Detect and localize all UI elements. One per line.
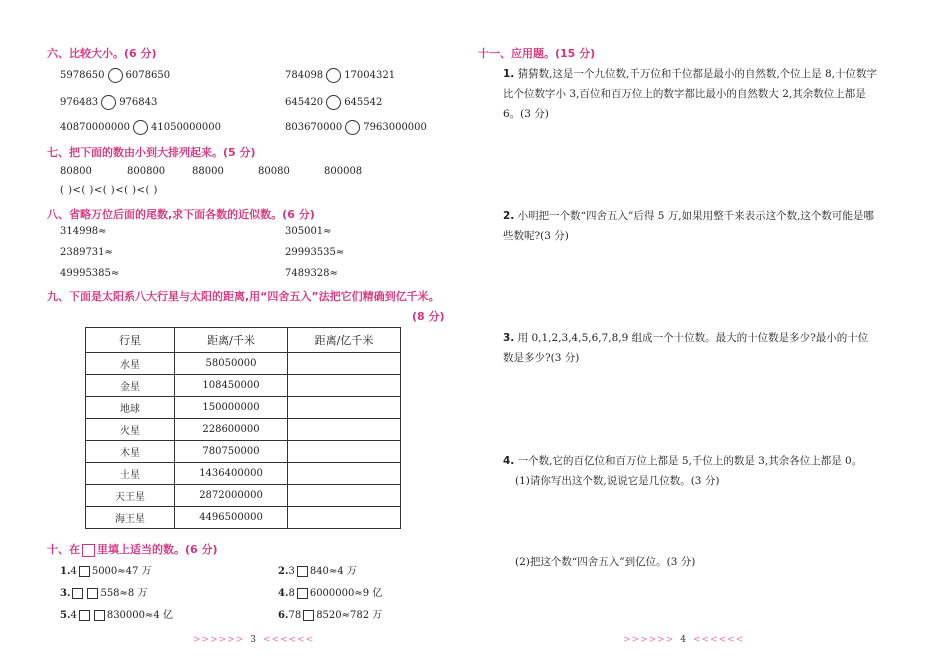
fill-box[interactable] [79,566,90,577]
fill-box[interactable] [87,588,98,599]
approx-item[interactable]: 314998≈ [60,226,107,237]
fill-box[interactable] [72,588,83,599]
compare-circle[interactable] [101,95,116,110]
fill-box[interactable] [303,610,314,621]
fill-box[interactable] [297,566,308,577]
question-3: 3. 用 0,1,2,3,4,5,6,7,8,9 组成一个十位数。最大的十位数是多少?最小的十位数是多少?(3 分) [503,332,869,364]
section-7-title: 七、把下面的数由小到大排列起来。(5 分) [47,146,256,159]
order-blanks[interactable]: ( )<( )<( )<( )<( ) [60,185,158,196]
order-number: 80800 [60,166,92,177]
section-11-title: 十一、应用题。(15 分) [478,47,596,60]
fill-item-2: 2.3 840≈4 万 [278,566,357,577]
planet-name: 地球 [86,397,175,419]
answer-cell[interactable] [288,463,401,485]
section-6-title: 六、比较大小。(6 分) [47,47,157,60]
approx-item[interactable]: 2389731≈ [60,247,113,258]
section-8-title: 八、省略万位后面的尾数,求下面各数的近似数。(6 分) [47,208,315,221]
fill-item-5: 5.4 830000≈4 亿 [60,610,173,621]
approx-item[interactable]: 49995385≈ [60,268,120,279]
order-number: 88000 [192,166,224,177]
table-row [86,375,401,397]
planet-name: 木星 [86,441,175,463]
section-9-points: (8 分) [412,310,445,323]
table-row [86,441,401,463]
planet-name: 火星 [86,419,175,441]
planet-name: 水星 [86,353,175,375]
planet-distance: 4496500000 [175,507,288,529]
compare-circle[interactable] [326,95,341,110]
planet-distance: 150000000 [175,397,288,419]
section-10-title: 十、在 里填上适当的数。(6 分) [47,543,218,556]
planet-distance: 108450000 [175,375,288,397]
fill-item-4: 4.8 6000000≈9 亿 [278,588,383,599]
compare-row-1-right: 784098 17004321 [285,70,396,81]
title-box-icon [82,544,95,557]
planet-distance: 228600000 [175,419,288,441]
planet-distance: 780750000 [175,441,288,463]
planet-name: 海王星 [86,507,175,529]
planet-distance: 2872000000 [175,485,288,507]
answer-cell[interactable] [288,419,401,441]
fill-item-3: 3. 558≈8 万 [60,588,148,599]
page-footer-right: >>>>>> 4 <<<<<< [623,635,745,645]
question-2: 2. 小明把一个数“四舍五入”后得 5 万,如果用整千来表示这个数,这个数可能是哪些数呢?(3 分) [503,210,874,242]
question-4: 4. 一个数,它的百亿位和百万位上都是 5,千位上的数是 3,其余各位上都是 0。 [503,455,863,467]
compare-circle[interactable] [108,68,123,83]
header-distance-100m-km: 距离/亿千米 [288,328,401,353]
compare-row-2-left: 976483 976843 [60,97,158,108]
planet-name: 土星 [86,463,175,485]
compare-row-3-left: 40870000000 41050000000 [60,122,221,133]
fill-box[interactable] [297,588,308,599]
answer-cell[interactable] [288,397,401,419]
table-header-row [86,328,401,353]
compare-circle[interactable] [345,120,360,135]
page-number: 3 [250,635,257,645]
answer-cell[interactable] [288,485,401,507]
planet-distance: 58050000 [175,353,288,375]
header-distance-km: 距离/千米 [175,328,288,353]
table-row [86,485,401,507]
question-1: 1. 猜猜数,这是一个九位数,千万位和千位都是最小的自然数,个位上是 8,十位数字比个位数字小 3,百位和百万位上的数字都比最小的自然数大 2,其余数位上都是 6。(3 分) [503,68,878,120]
fill-box[interactable] [79,610,90,621]
planet-name: 天王星 [86,485,175,507]
order-number: 800800 [127,166,166,177]
answer-cell[interactable] [288,375,401,397]
order-number: 80080 [258,166,290,177]
compare-circle[interactable] [326,68,341,83]
table-row [86,353,401,375]
answer-cell[interactable] [288,441,401,463]
table-row [86,397,401,419]
compare-circle[interactable] [133,120,148,135]
section-9-title: 九、下面是太阳系八大行星与太阳的距离,用“四舍五入”法把它们精确到亿千米。 [47,290,440,303]
compare-row-3-right: 803670000 7963000000 [285,122,427,133]
order-number: 800008 [324,166,363,177]
approx-item[interactable]: 7489328≈ [285,268,338,279]
fill-box[interactable] [94,610,105,621]
answer-cell[interactable] [288,353,401,375]
compare-row-1-left: 5978650 6078650 [60,70,171,81]
answer-cell[interactable] [288,507,401,529]
planet-distance-table [85,327,401,529]
approx-item[interactable]: 29993535≈ [285,247,345,258]
approx-item[interactable]: 305001≈ [285,226,332,237]
planet-distance: 1436400000 [175,463,288,485]
question-4-sub-1: (1)请你写出这个数,说说它是几位数。(3 分) [515,475,720,487]
page-number: 4 [680,635,687,645]
fill-item-1: 1.4 5000≈47 万 [60,566,152,577]
table-row [86,507,401,529]
question-4-sub-2: (2)把这个数“四舍五入”到亿位。(3 分) [515,556,696,568]
fill-item-6: 6.78 8520≈782 万 [278,610,383,621]
table-row [86,463,401,485]
table-row [86,419,401,441]
planet-name: 金星 [86,375,175,397]
compare-row-2-right: 645420 645542 [285,97,383,108]
header-planet: 行星 [86,328,175,353]
page-footer-left: >>>>>> 3 <<<<<< [193,635,315,645]
